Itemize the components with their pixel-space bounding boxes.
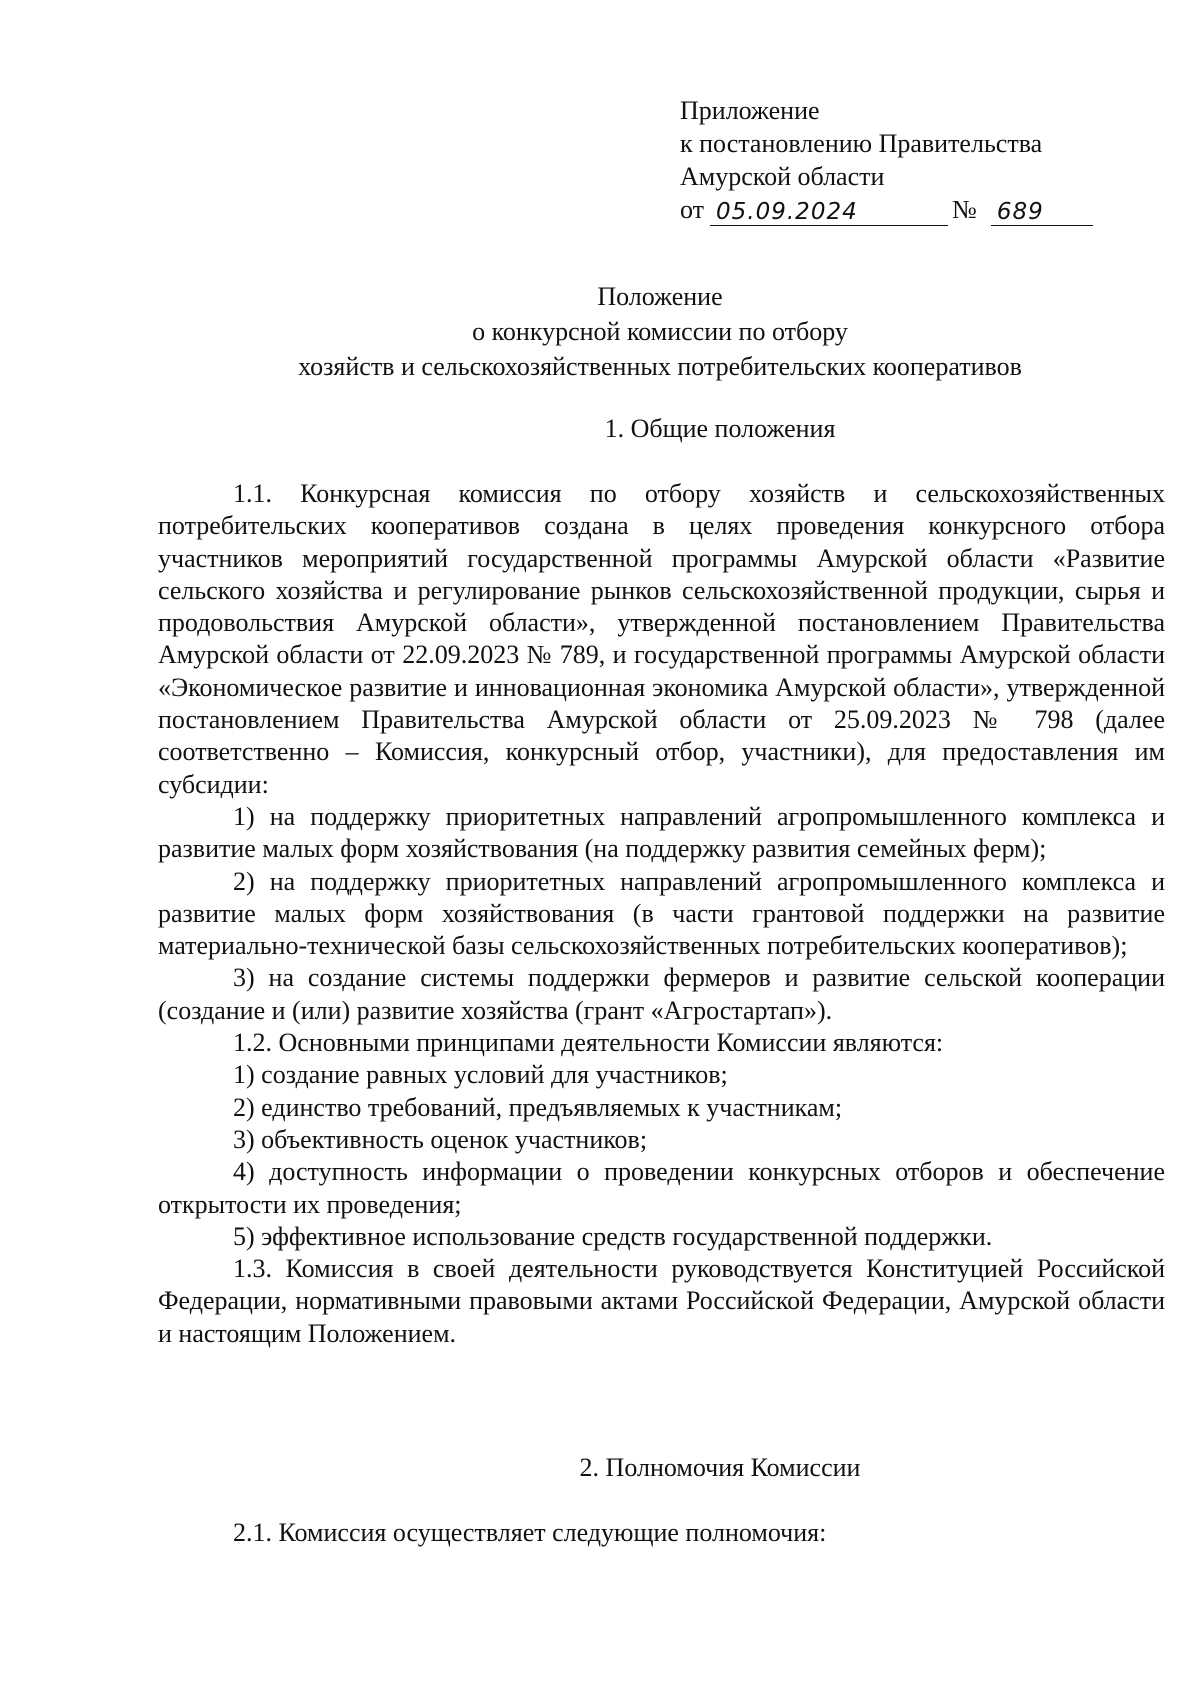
paragraph-1-2-item-3: 3) объективность оценок участников;	[233, 1124, 648, 1154]
paragraph-2-1: 2.1. Комиссия осуществляет следующие полномочия:	[233, 1518, 827, 1547]
paragraph-1-1-item-3: 3) на создание системы поддержки фермеров и развитие сельской кооперации (создание и (или) развитие хозяйства (грант «Агростартап»).	[158, 963, 1165, 1025]
paragraph-1-2: 1.2. Основными принципами деятельности Комиссии являются:	[233, 1028, 944, 1058]
title-line-2: о конкурсной комиссии по отбору	[472, 317, 848, 346]
title-line-1: Положение	[597, 282, 723, 311]
annex-header	[680, 94, 1120, 226]
section-1-heading: 1. Общие положения	[604, 414, 836, 443]
annex-title: Приложение	[680, 96, 820, 125]
annex-date-number-row	[680, 193, 1120, 226]
title-line-3: хозяйств и сельскохозяйственных потребительских кооперативов	[298, 352, 1022, 381]
section-2-heading: 2. Полномочия Комиссии	[579, 1453, 861, 1482]
paragraph-1-1-item-2: 2) на поддержку приоритетных направлений агропромышленного комплекса и развитие малых форм хозяйствования (в части грантовой поддержки на развитие материально-технической базы сельскохозяйственных потребительских кооперативов);	[158, 866, 1165, 961]
document-title	[150, 279, 1170, 384]
paragraph-1-1-item-1: 1) на поддержку приоритетных направлений агропромышленного комплекса и развитие малых форм хозяйствования (на поддержку развития семейных ферм);	[158, 801, 1165, 864]
section-1-body	[158, 478, 1165, 1350]
annex-number-label: №	[952, 195, 977, 224]
paragraph-1-2-item-1: 1) создание равных условий для участников;	[233, 1060, 728, 1090]
paragraph-1-3: 1.3. Комиссия в своей деятельности руководствуется Конституцией Российской Федерации, нормативными правовыми актами Российской Федерации, Амурской области и настоящим Положением.	[158, 1254, 1165, 1348]
paragraph-1-2-item-2: 2) единство требований, предъявляемых к участникам;	[233, 1092, 843, 1122]
paragraph-1-2-item-4: 4) доступность информации о проведении конкурсных отборов и обеспечение открытости их проведения;	[158, 1157, 1165, 1219]
annex-region: Амурской области	[680, 162, 885, 191]
paragraph-1-2-item-5: 5) эффективное использование средств государственной поддержки.	[233, 1221, 993, 1251]
handwritten-date: 05.09.2024	[710, 199, 948, 226]
handwritten-number: 689	[991, 199, 1093, 226]
annex-reference: к постановлению Правительства	[680, 129, 1043, 158]
paragraph-1-1: 1.1. Конкурсная комиссия по отбору хозяйств и сельскохозяйственных потребительских кооперативов создана в целях проведения конкурсного отбора участников мероприятий государственной программы Амурской области «Развитие сельского хозяйства и регулирование рынков сельскохозяйственной продукции, сырья и продовольствия Амурской области», утвержденной постановлением Правительства Амурской области от 22.09.2023 № 789, и государственной программы Амурской области «Экономическое развитие и инновационная экономика Амурской области», утвержденной постановлением Правительства Амурской области от 25.09.2023 № 798 (далее соответственно – Комиссия, конкурсный отбор, участники), для предоставления им субсидии:	[158, 479, 1165, 799]
annex-from-label: от	[680, 195, 705, 224]
